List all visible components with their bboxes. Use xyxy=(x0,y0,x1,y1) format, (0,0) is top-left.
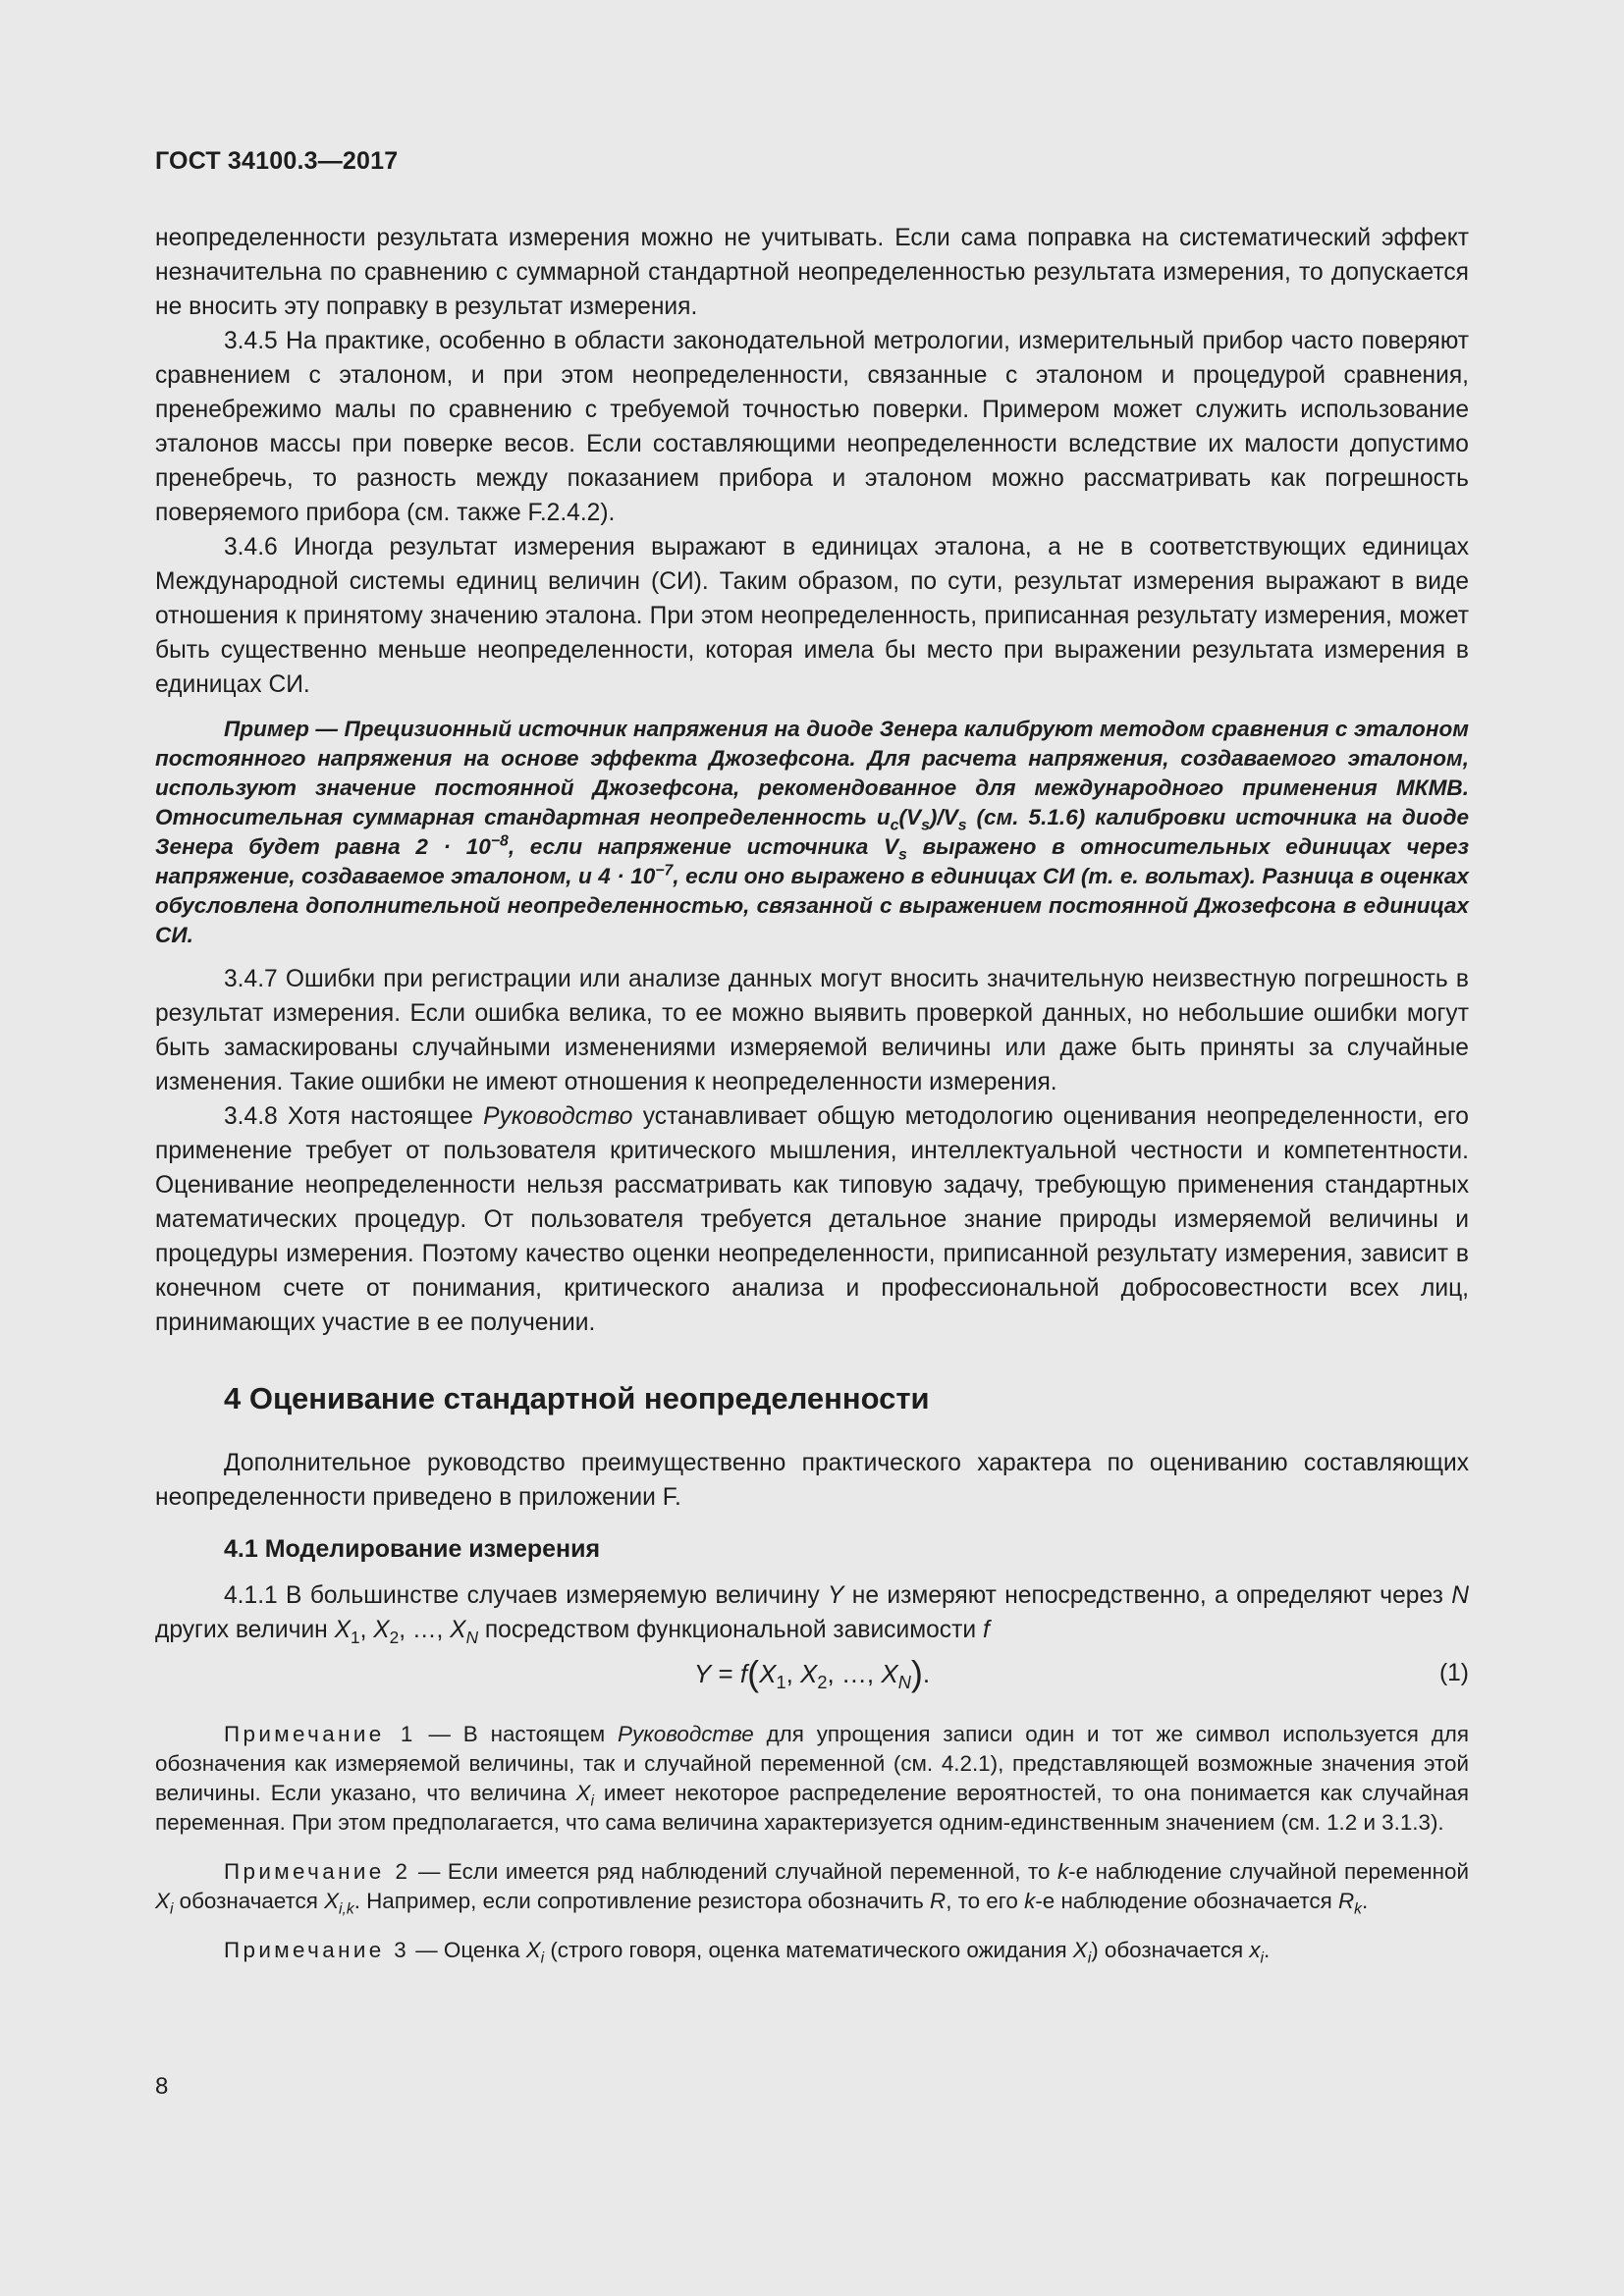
page-number: 8 xyxy=(155,2073,169,2100)
paragraph-3-4-5: 3.4.5 На практике, особенно в области законодательной метрологии, измерительный прибор часто поверяют сравнением с эталоном, и при этом неопределенности, связанные с эталоном и процедурой сравнения, пренебрежимо малы по сравнению с требуемой точностью поверки. Примером может служить использование эталонов массы при поверке весов. Если составляющими неопределенности вследствие их малости допустимо пренебречь, то разность между показанием прибора и эталоном можно рассматривать как погрешность поверяемого прибора (см. также F.2.4.2). xyxy=(155,328,1469,526)
section-4-intro: Дополнительное руководство преимущественно практического характера по оцениванию составляющих неопределенности приведено в приложении F. xyxy=(155,1450,1469,1511)
document-body xyxy=(155,221,1469,1965)
paragraph-3-4-6: 3.4.6 Иногда результат измерения выражают в единицах эталона, а не в соответствующих единицах Международной системы единиц величин (СИ). Таким образом, по сути, результат измерения выражают в виде отношения к принятому значению эталона. При этом неопределенность, приписанная результату измерения, может быть существенно меньше неопределенности, которая имела бы место при выражении результата измерения в единицах СИ. xyxy=(155,534,1469,698)
example-zener: Пример — Прецизионный источник напряжения на диоде Зенера калибруют методом сравнения с эталоном постоянного напряжения на основе эффекта Джозефсона. Для расчета напряжения, создаваемого эталоном, используют значение постоянной Джозефсона, рекомендованное для международного применения МКМВ. Относительная суммарная стандартная неопределенность $u_c(V_s)/V_s$ (см. 5.1.6) калибровки источника на диоде Зенера будет равна $2 \cdot 10^{-8}$, если напряжение источника $V_s$ выражено в относительных единицах через напряжение, создаваемое эталоном, и $4 \cdot 10^{-7}$, если оно выражено в единицах СИ (т. е. вольтах). Разница в оценках обусловлена дополнительной неопределенностью, связанной с выражением постоянной Джозефсона в единицах СИ. xyxy=(155,717,1470,947)
paragraph-3-4-8: 3.4.8 Хотя настоящее Руководство устанавливает общую методологию оценивания неопределенности, его применение требует от пользователя критического мышления, интеллектуальной честности и компетентности. Оценивание неопределенности нельзя рассматривать как типовую задачу, требующую применения стандартных математических процедур. От пользователя требуется детальное знание природы измеряемой величины и процедуры измерения. Поэтому качество оценки неопределенности, приписанной результату измерения, зависит в конечном счете от понимания, критического анализа и профессиональной добросовестности всех лиц, принимающих участие в ее получении. xyxy=(155,1103,1469,1336)
note-2: Примечание 2 — Если имеется ряд наблюдений случайной переменной, то k-е наблюдение случайной переменной $X_i$ обозначается $X_{i,k}$. Например, если сопротивление резистора обозначить R, то его k-е наблюдение обозначается $R_k$. xyxy=(155,1859,1469,1918)
subsection-4-1-title: 4.1 Моделирование измерения xyxy=(224,1535,601,1563)
paragraph-continuation: неопределенности результата измерения можно не учитывать. Если сама поправка на систематический эффект незначительна по сравнению с суммарной стандартной неопределенностью результата измерения, то допускается не вносить эту поправку в результат измерения. xyxy=(155,225,1469,320)
paragraph-3-4-7: 3.4.7 Ошибки при регистрации или анализе данных могут вносить значительную неизвестную погрешность в результат измерения. Если ошибка велика, то ее можно выявить проверкой данных, но небольшие ошибки могут быть замаскированы случайными изменениями измеряемой величины или даже быть приняты за случайные изменения. Такие ошибки не имеют отношения к неопределенности измерения. xyxy=(155,966,1469,1095)
formula-expression: $Y = f(X_1$, $X_2$, …, $X_N$). xyxy=(693,1653,931,1693)
standard-code: ГОСТ 34100.3—2017 xyxy=(155,147,399,175)
formula-1 xyxy=(155,1651,1469,1696)
note-1: Примечание 1 — В настоящем Руководстве для упрощения записи один и тот же символ используется для обозначения как измеряемой величины, так и случайной переменной (см. 4.2.1), представляющей возможные значения этой величины. Если указано, что величина $X_i$ имеет некоторое распределение вероятностей, то она понимается как случайная переменная. При этом предполагается, что сама величина характеризуется одним-единственным значением (см. 1.2 и 3.1.3). xyxy=(155,1722,1469,1835)
paragraph-4-1-1: 4.1.1 В большинстве случаев измеряемую величину Y не измеряют непосредственно, а определяют через N других величин $X_1$, $X_2$, …, $X_N$ посредством функциональной зависимости f xyxy=(155,1582,1469,1647)
note-3: Примечание 3 — Оценка $X_i$ (строго говоря, оценка математического ожидания $X_i$) обозначается $x_i$. xyxy=(224,1938,1271,1967)
formula-number: (1) xyxy=(1438,1660,1469,1686)
section-4-title: 4 Оценивание стандартной неопределенности xyxy=(224,1381,930,1415)
